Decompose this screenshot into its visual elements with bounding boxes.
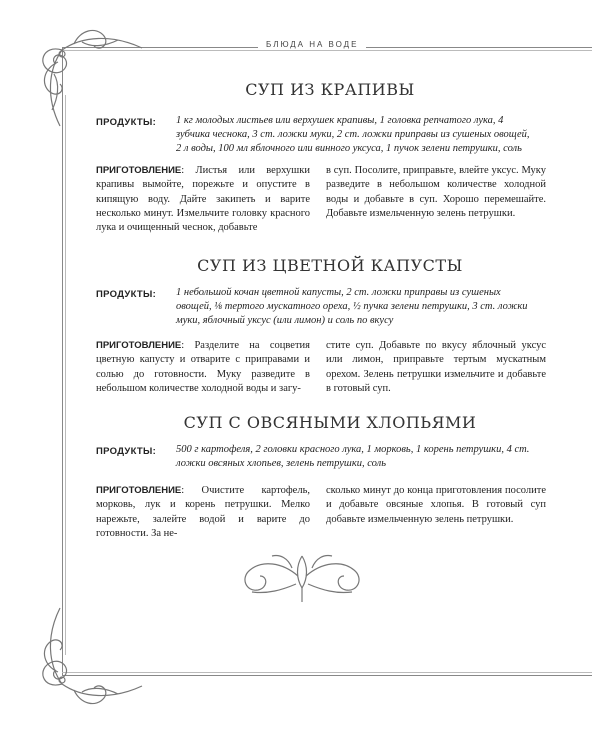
preparation-left-column: ПРИГОТОВЛЕНИЕ: Листья или верхушки крапивы вымойте, порежьте и опустите в кипящую воду. Дайте закипеть и варите несколько минут. Измельчите головку красного лука и очищенный чеснок, добавьте — [96, 165, 310, 234]
products-label: ПРОДУКТЫ: — [96, 446, 157, 457]
corner-ornament-top-left — [22, 14, 152, 134]
corner-ornament-bottom-left — [22, 600, 152, 720]
preparation-left-column: ПРИГОТОВЛЕНИЕ: Разделите на соцветия цветную капусту и отварите с приправами и солью до готовности. Муку разведите в небольшом количестве холодной воды и загу- — [96, 340, 310, 394]
frame-line-left-inner — [65, 95, 66, 655]
preparation-label: ПРИГОТОВЛЕНИЕ — [96, 165, 182, 176]
recipe-title: СУП ИЗ КРАПИВЫ — [245, 80, 415, 99]
running-header: БЛЮДА НА ВОДЕ — [258, 40, 366, 49]
products-label: ПРОДУКТЫ: — [96, 289, 157, 300]
products-text: 1 кг молодых листьев или верхушек крапивы, 1 головка репчатого лука, 4 зубчика чеснока, 3 ст. ложки муки, 2 ст. ложки приправы из сушеных овощей, 2 л воды, 100 мл яблочного или винного уксуса, 1 пучок зелени петрушки, соль — [176, 115, 530, 154]
preparation-right-column: сколько минут до конца приготовления посолите и добавьте овсяные хлопья. В готовый суп добавьте измельченную зелень петрушки. — [326, 485, 546, 525]
preparation-label: ПРИГОТОВЛЕНИЕ — [96, 485, 182, 496]
recipe-title: СУП ИЗ ЦВЕТНОЙ КАПУСТЫ — [197, 256, 463, 275]
products-text: 500 г картофеля, 2 головки красного лука, 1 морковь, 1 корень петрушки, 4 ст. ложки овсяных хлопьев, зелень петрушки, соль — [176, 444, 530, 469]
products-label: ПРОДУКТЫ: — [96, 117, 157, 128]
preparation-right-column: в суп. Посолите, приправьте, влейте уксус. Муку разведите в небольшом количестве холодной воды и добавьте в суп. Хорошо перемешайте. Добавьте измельченную зелень петрушки. — [326, 165, 546, 219]
preparation-left-column: ПРИГОТОВЛЕНИЕ: Очистите картофель, морковь, лук и корень петрушки. Мелко нарежьте, залейте водой и варите до готовности. За не- — [96, 485, 310, 539]
preparation-label: ПРИГОТОВЛЕНИЕ — [96, 340, 182, 351]
center-ornament — [232, 548, 372, 604]
preparation-right-column: стите суп. Добавьте по вкусу яблочный уксус или лимон, приправьте тертым мускатным орехом. Зелень петрушки измельчите и добавьте в готовый суп. — [326, 340, 546, 394]
products-text: 1 небольшой кочан цветной капусты, 2 ст. ложки приправы из сушеных овощей, ⅛ тертого мускатного ореха, ½ пучка зелени петрушки, 3 ст. ложки муки, яблочный уксус (или лимон) и соль по вкусу — [176, 287, 528, 326]
recipe-title: СУП С ОВСЯНЫМИ ХЛОПЬЯМИ — [183, 413, 477, 432]
frame-line-left — [62, 47, 63, 675]
